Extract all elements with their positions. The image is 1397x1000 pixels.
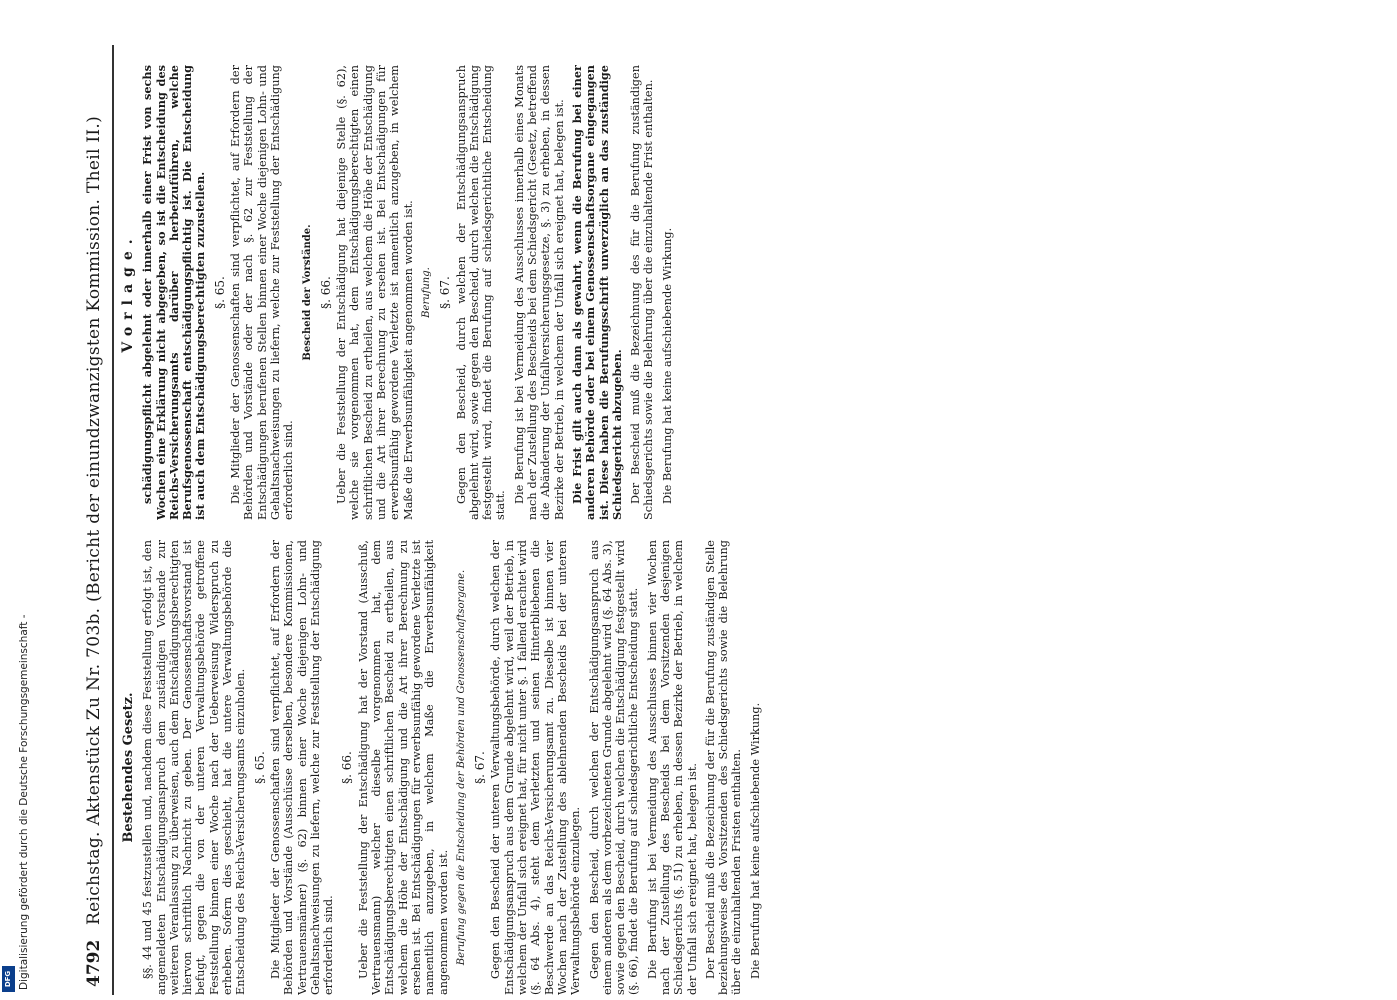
column-heading: Vorlage. [120,232,136,353]
page-number: 4792 [84,939,104,987]
intro-paragraph: §§. 44 und 45 festzustellen und, nachdem diese Feststellung erfolgt ist, den angemeldeten Entschädigungsanspruch dem zuständigen Vorstande zur weiteren Veranlassung zu überweisen, auch dem Entschädigungsberechtigten hiervon schriftlich Nachricht zu geben. Der Genossenschaftsvorstand ist befugt, gegen die von der unteren Verwaltungsbehörde getroffene Feststellung binnen einer Woche nach der Ueberweisung Widerspruch zu erheben. Sofern dies geschieht, hat die untere Verwaltungsbehörde die Entscheidung des Reichs-Versicherungsamts einzuholen. [141,540,248,995]
section-67-para-1: Gegen den Bescheid der unteren Verwaltungsbehörde, durch welchen der Entschädigungsanspruch aus dem Grunde abgelehnt wird, weil der Betrieb, in welchem der Unfall sich ereignet hat, für nicht unter §. 1 fallend erachtet wird (§. 64 Abs. 4), steht dem Verletzten und seinen Hinterbliebenen die Beschwerde an das Reichs-Versicherungsamt zu. Dieselbe ist binnen vier Wochen nach der Zustellung des ablehnenden Bescheids bei der unteren Verwaltungsbehörde einzulegen. [489,540,583,995]
column-proposal [120,65,1310,520]
section-67-title: §. 67. [473,751,488,784]
column-existing-law [120,540,1310,995]
section-67-para-3: Die Berufung ist bei Vermeidung des Ausschlusses binnen vier Wochen nach der Zustellung des Bescheids bei dem Vorsitzenden desjenigen Schiedsgerichts (§. 51) zu erheben, in dessen Bezirke der Betrieb, in welchem der Unfall sich ereignet hat, belegen ist. [645,540,699,995]
section-67-para-5: Die Berufung hat keine aufschiebende Wirkung. [660,227,674,504]
section-67-para-2: Gegen den Bescheid, durch welchen der Entschädigungsanspruch aus einem anderen als dem vorbezeichneten Grunde abgelehnt wird (§. 64 Abs. 3), sowie gegen den Bescheid, durch welchen die Entschädigung festgestellt wird (§. 66), findet die Berufung auf schiedsgerichtliche Entscheidung statt. [587,540,641,995]
section-67-para-4: Der Bescheid muß die Bezeichnung des für die Berufung zuständigen Schiedsgerichts sowie die Belehrung über die einzuhaltende Frist enthalten. [629,65,656,520]
section-66-subheading: Bescheid der Vorstände. [301,224,313,361]
section-65-text: Die Mitglieder der Genossenschaften sind verpflichtet, auf Erfordern der Behörden und Vorstände (Ausschüsse derselben, besondere Kommissionen, Vertrauensmänner) (§. 62) binnen einer Woche diejenigen Lohn- und Gehaltsnachweisungen zu liefern, welche zur Feststellung der Entschädigung erforderlich sind. [268,540,336,995]
intro-paragraph: schädigungspflicht abgelehnt oder innerhalb einer Frist von sechs Wochen eine Erklärung nicht abgegeben, so ist die Entscheidung des Reichs-Versicherungsamts darüber herbeizuführen, welche Berufsgenossenschaft entschädigungspflichtig ist. Die Entscheidung ist auch dem Entschädigungsberechtigten zuzustellen. [140,65,208,520]
section-65-title: §. 65. [212,276,227,309]
section-66-text: Ueber die Feststellung der Entschädigung hat der Vorstand (Ausschuß, Vertrauensmann) welcher dieselbe vorgenommen hat, dem Entschädigungsberechtigten einen schriftlichen Bescheid zu ertheilen, aus welchem die Höhe der Entschädigung und die Art ihrer Berechnung zu ersehen ist. Bei Entschädigungen für erwerbsunfähig gewordene Verletzte ist namentlich anzugeben, in welchem Maße die Erwerbsunfähigkeit angenommen worden ist. [356,540,450,995]
section-67-para-4: Der Bescheid muß die Bezeichnung der für die Berufung zuständigen Stelle beziehungsweise des Vorsitzenden des Schiedsgerichts sowie die Belehrung über die einzuhaltenden Fristen enthalten. [703,540,744,995]
header-rule [112,45,114,995]
digitization-credit: Digitalisierung gefördert durch die Deutsche Forschungsgemeinschaft - [18,614,30,990]
page-header [80,45,110,995]
section-67-para-1: Gegen den Bescheid, durch welchen der Entschädigungsanspruch abgelehnt wird, sowie gegen den Bescheid, durch welchen die Entschädigung festgestellt wird, findet die Berufung auf schiedsgerichtliche Entscheidung statt. [454,65,508,520]
section-66-title: §. 66. [340,751,355,784]
section-67-para-2: Die Berufung ist bei Vermeidung des Ausschlusses innerhalb eines Monats nach der Zustellung des Bescheids bei dem Schiedsgericht (Gesetz, betreffend die Abänderung der Unfallversicherungsgesetze, §. 3) zu erheben, in dessen Bezirke der Betrieb, in welchem der Unfall sich ereignet hat, belegen ist. [512,65,566,520]
section-67-para-5: Die Berufung hat keine aufschiebende Wirkung. [748,702,762,979]
section-66-title: §. 66. [318,276,333,309]
column-heading: Bestehendes Gesetz. [121,692,136,843]
section-67-subheading: Berufung gegen die Entscheidung der Behörden und Genossenschaftsorgane. [455,569,467,966]
section-66-text: Ueber die Feststellung der Entschädigung hat diejenige Stelle (§. 62), welche sie vorgenommen hat, dem Entschädigungsberechtigten einen schriftlichen Bescheid zu ertheilen, aus welchem die Höhe der Entschädigung und die Art ihrer Berechnung zu ersehen ist. Bei Entschädigungen für erwerbsunfähig gewordene Verletzte ist namentlich anzugeben, in welchem Maße die Erwerbsunfähigkeit angenommen worden ist. [335,65,415,520]
dfg-logo-icon [2,966,15,992]
section-67-title: §. 67. [438,276,453,309]
section-65-text: Die Mitglieder der Genossenschaften sind verpflichtet, auf Erfordern der Behörden und Vorstände oder der nach §. 62 zur Feststellung der Entschädigungen berufenen Stellen binnen einer Woche diejenigen Lohn- und Gehaltsnachweisungen zu liefern, welche zur Feststellung der Entschädigung erforderlich sind. [229,65,296,520]
section-67-para-3: Die Frist gilt auch dann als gewahrt, wenn die Berufung bei einer anderen Behörde oder bei einem Genossenschaftsorgane eingegangen ist. Diese haben die Berufungsschrift unverzüglich an das zuständige Schiedsgericht abzugeben. [569,65,624,520]
section-67-subheading: Berufung. [420,267,432,318]
rotated-sheet [80,45,1320,995]
running-title: Reichstag. Aktenstück Zu Nr. 703b. (Bericht der einundzwanzigsten Kommission. Theil II.) [84,115,104,925]
dfg-logo-text: DFG [4,970,13,988]
section-65-title: §. 65. [252,751,267,784]
